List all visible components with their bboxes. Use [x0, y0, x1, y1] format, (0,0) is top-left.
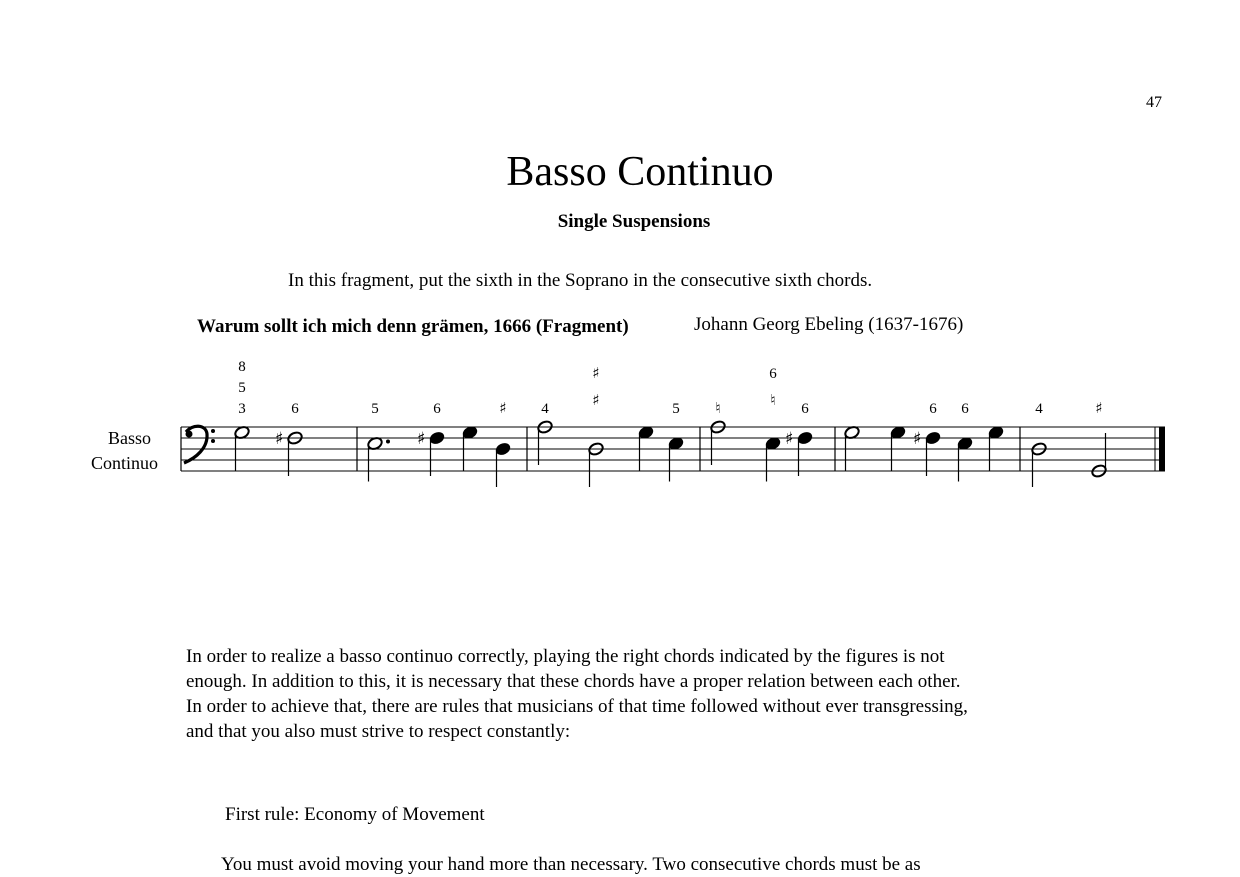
- final-barline-thick: [1159, 427, 1165, 471]
- figure: 6: [291, 401, 299, 417]
- figure: ♮: [715, 399, 721, 417]
- page-number: 47: [1146, 94, 1162, 111]
- figure: 6: [961, 401, 969, 417]
- note: [537, 420, 554, 465]
- note: [890, 425, 907, 470]
- rule-text: You must avoid moving your hand more than necessary. Two consecutive chords must be as: [221, 854, 921, 875]
- piece-title: Warum sollt ich mich denn grämen, 1666 (Fragment): [197, 316, 629, 337]
- accidental-sharp: ♯: [913, 429, 922, 449]
- paragraph-line: In order to realize a basso continuo correctly, playing the right chords indicated by the figures is not: [186, 646, 945, 667]
- exercise-instruction: In this fragment, put the sixth in the Soprano in the consecutive sixth chords.: [288, 270, 873, 291]
- note: [367, 436, 390, 481]
- note: [957, 436, 974, 481]
- note: [1031, 442, 1048, 487]
- figured-bass: [238, 359, 1102, 417]
- note: [417, 429, 445, 476]
- figure: 6: [929, 401, 937, 417]
- note: [710, 420, 727, 465]
- paragraph-line: enough. In addition to this, it is necessary that these chords have a proper relation between each other.: [186, 671, 961, 692]
- note: [462, 425, 479, 470]
- accidental-sharp: ♯: [275, 429, 284, 449]
- figure: 6: [433, 401, 441, 417]
- figure: ♯: [499, 399, 507, 417]
- note: [844, 425, 861, 470]
- note: [913, 429, 941, 476]
- figure: 6: [801, 401, 809, 417]
- note: [638, 425, 655, 470]
- note: [785, 429, 813, 476]
- accidental-sharp: ♯: [785, 429, 794, 449]
- figure: 3: [238, 401, 246, 417]
- note: [275, 429, 303, 476]
- paragraph-line: In order to achieve that, there are rules that musicians of that time followed without ever transgressing,: [186, 696, 968, 717]
- paragraph-line: and that you also must strive to respect constantly:: [186, 721, 571, 742]
- body-paragraph: [186, 644, 1086, 744]
- figure: 4: [541, 401, 549, 417]
- instrument-label-line1: Basso: [107, 428, 151, 448]
- note: [765, 436, 782, 481]
- page-subtitle: Single Suspensions: [557, 211, 711, 232]
- figure: ♯: [592, 391, 600, 409]
- composer: Johann Georg Ebeling (1637-1676): [694, 314, 964, 335]
- figure: 5: [672, 401, 680, 417]
- figure: ♯: [592, 364, 600, 382]
- dot: [386, 440, 390, 444]
- bass-clef-icon: [184, 426, 215, 463]
- figure: 8: [238, 359, 246, 375]
- figure: ♮: [770, 391, 776, 409]
- instrument-label-line2: Continuo: [91, 453, 159, 473]
- figure: ♯: [1095, 399, 1103, 417]
- figure: 6: [769, 366, 777, 382]
- figure: 4: [1035, 401, 1043, 417]
- note: [988, 425, 1005, 470]
- note: [234, 425, 251, 470]
- figure: 5: [371, 401, 379, 417]
- note: [588, 442, 605, 487]
- note: [1091, 433, 1108, 478]
- page-title: Basso Continuo: [506, 149, 774, 195]
- notes: [234, 420, 1108, 487]
- note: [668, 436, 685, 481]
- figure: 5: [238, 380, 246, 396]
- note: [495, 442, 512, 487]
- rule-heading: First rule: Economy of Movement: [225, 804, 485, 825]
- accidental-sharp: ♯: [417, 429, 426, 449]
